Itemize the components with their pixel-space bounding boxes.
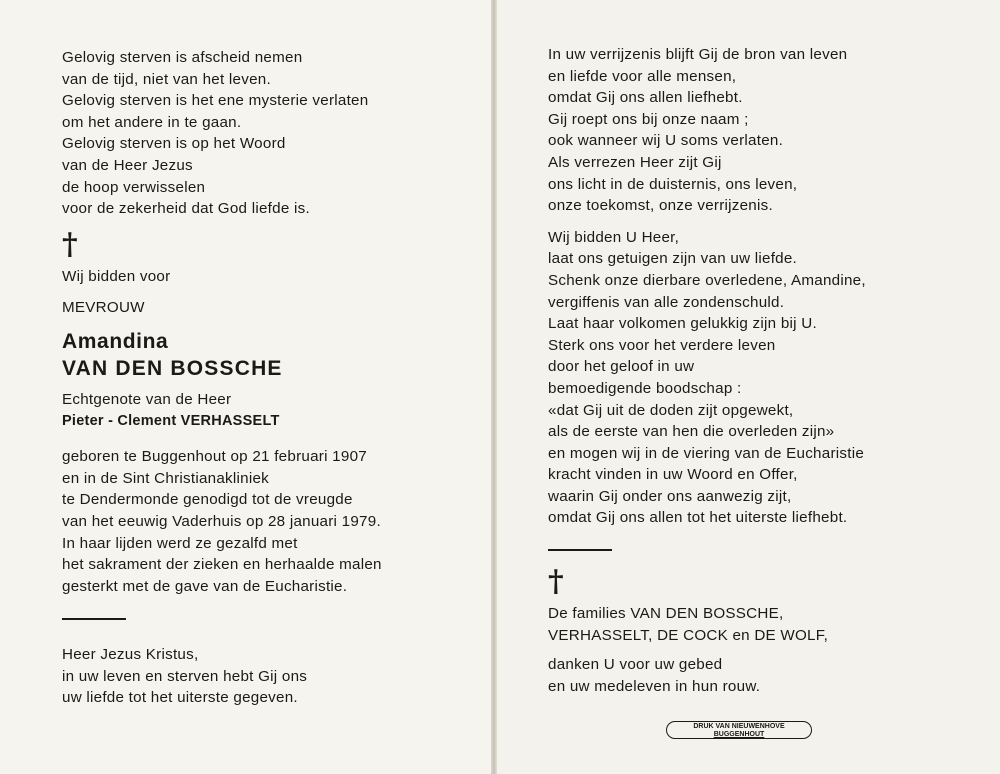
poem-line: van de tijd, niet van het leven. bbox=[62, 70, 271, 88]
thanks-line: danken U voor uw gebed bbox=[548, 656, 723, 674]
prayer-line: uw liefde tot het uiterste gegeven. bbox=[62, 689, 298, 707]
spouse-name: Pieter - Clement VERHASSELT bbox=[62, 412, 280, 429]
stanza-line: Laat haar volkomen gelukkig zijn bij U. bbox=[548, 315, 817, 333]
stanza-line: Schenk onze dierbare overledene, Amandine, bbox=[548, 271, 866, 289]
right-column bbox=[548, 44, 866, 697]
title-line: MEVROUW bbox=[62, 299, 145, 317]
stanza-line: laat ons getuigen zijn van uw liefde. bbox=[548, 250, 798, 268]
stanza-line: door het geloof in uw bbox=[548, 358, 695, 376]
stanza-line: waarin Gij onder ons aanwezig zijt, bbox=[548, 487, 792, 505]
cross-icon: † bbox=[548, 564, 564, 600]
bio-line: en in de Sint Christianakliniek bbox=[62, 469, 269, 487]
stanza-line: Als verrezen Heer zijt Gij bbox=[548, 153, 722, 171]
stanza-line: Gij roept ons bij onze naam ; bbox=[548, 110, 749, 128]
printer-name: DRUK VAN NIEUWENHOVE bbox=[693, 723, 785, 730]
families-line: VERHASSELT, DE COCK en DE WOLF, bbox=[548, 626, 829, 644]
cross-icon: † bbox=[62, 226, 78, 262]
stanza-line: als de eerste van hen die overleden zijn» bbox=[548, 423, 835, 441]
stanza-line: en mogen wij in de viering van de Eucharistie bbox=[548, 444, 865, 462]
stanza-line: omdat Gij ons allen tot het uiterste liefhebt. bbox=[548, 509, 848, 527]
prayer-line: Heer Jezus Kristus, bbox=[62, 646, 199, 664]
bio-line: In haar lijden werd ze gezalfd met bbox=[62, 534, 298, 552]
stanza-line: «dat Gij uit de doden zijt opgewekt, bbox=[548, 401, 794, 419]
stanza-line: Wij bidden U Heer, bbox=[548, 228, 680, 246]
stanza-line: onze toekomst, onze verrijzenis. bbox=[548, 197, 773, 215]
spouse-label: Echtgenote van de Heer bbox=[62, 390, 232, 408]
deceased-last-name: VAN DEN BOSSCHE bbox=[62, 356, 283, 380]
stanza-line: kracht vinden in uw Woord en Offer, bbox=[548, 466, 798, 484]
printer-stamp bbox=[666, 721, 812, 739]
bio-line: van het eeuwig Vaderhuis op 28 januari 1979. bbox=[62, 512, 381, 530]
left-column bbox=[62, 47, 382, 709]
thanks-line: en uw medeleven in hun rouw. bbox=[548, 677, 761, 695]
printer-town: BUGGENHOUT bbox=[713, 731, 765, 738]
prayer-line: in uw leven en sterven hebt Gij ons bbox=[62, 667, 308, 685]
families-line: De families VAN DEN BOSSCHE, bbox=[548, 605, 784, 623]
deceased-first-name: Amandina bbox=[62, 329, 169, 353]
stanza-line: Sterk ons voor het verdere leven bbox=[548, 336, 776, 354]
poem-line: van de Heer Jezus bbox=[62, 156, 193, 174]
stanza-line: ons licht in de duisternis, ons leven, bbox=[548, 175, 798, 193]
stanza-line: en liefde voor alle mensen, bbox=[548, 67, 737, 85]
poem-line: Gelovig sterven is het ene mysterie verlaten bbox=[62, 92, 369, 110]
stanza-line: In uw verrijzenis blijft Gij de bron van leven bbox=[548, 46, 848, 63]
bio-line: geboren te Buggenhout op 21 februari 1907 bbox=[62, 448, 367, 466]
poem-line: om het andere in te gaan. bbox=[62, 113, 242, 131]
stanza-line: omdat Gij ons allen liefhebt. bbox=[548, 89, 743, 107]
pray-line: Wij bidden voor bbox=[62, 267, 171, 285]
stanza-line: vergiffenis van alle zondenschuld. bbox=[548, 293, 785, 311]
bio-line: gesterkt met de gave van de Eucharistie. bbox=[62, 577, 348, 595]
bio-line: te Dendermonde genodigd tot de vreugde bbox=[62, 491, 353, 509]
bio-line: het sakrament der zieken en herhaalde malen bbox=[62, 556, 382, 574]
poem-line: de hoop verwisselen bbox=[62, 178, 206, 196]
stanza-line: bemoedigende boodschap : bbox=[548, 379, 742, 397]
poem-line: Gelovig sterven is op het Woord bbox=[62, 135, 286, 153]
poem-line: voor de zekerheid dat God liefde is. bbox=[62, 200, 310, 218]
stanza-line: ook wanneer wij U soms verlaten. bbox=[548, 132, 784, 150]
poem-line: Gelovig sterven is afscheid nemen bbox=[62, 49, 303, 66]
